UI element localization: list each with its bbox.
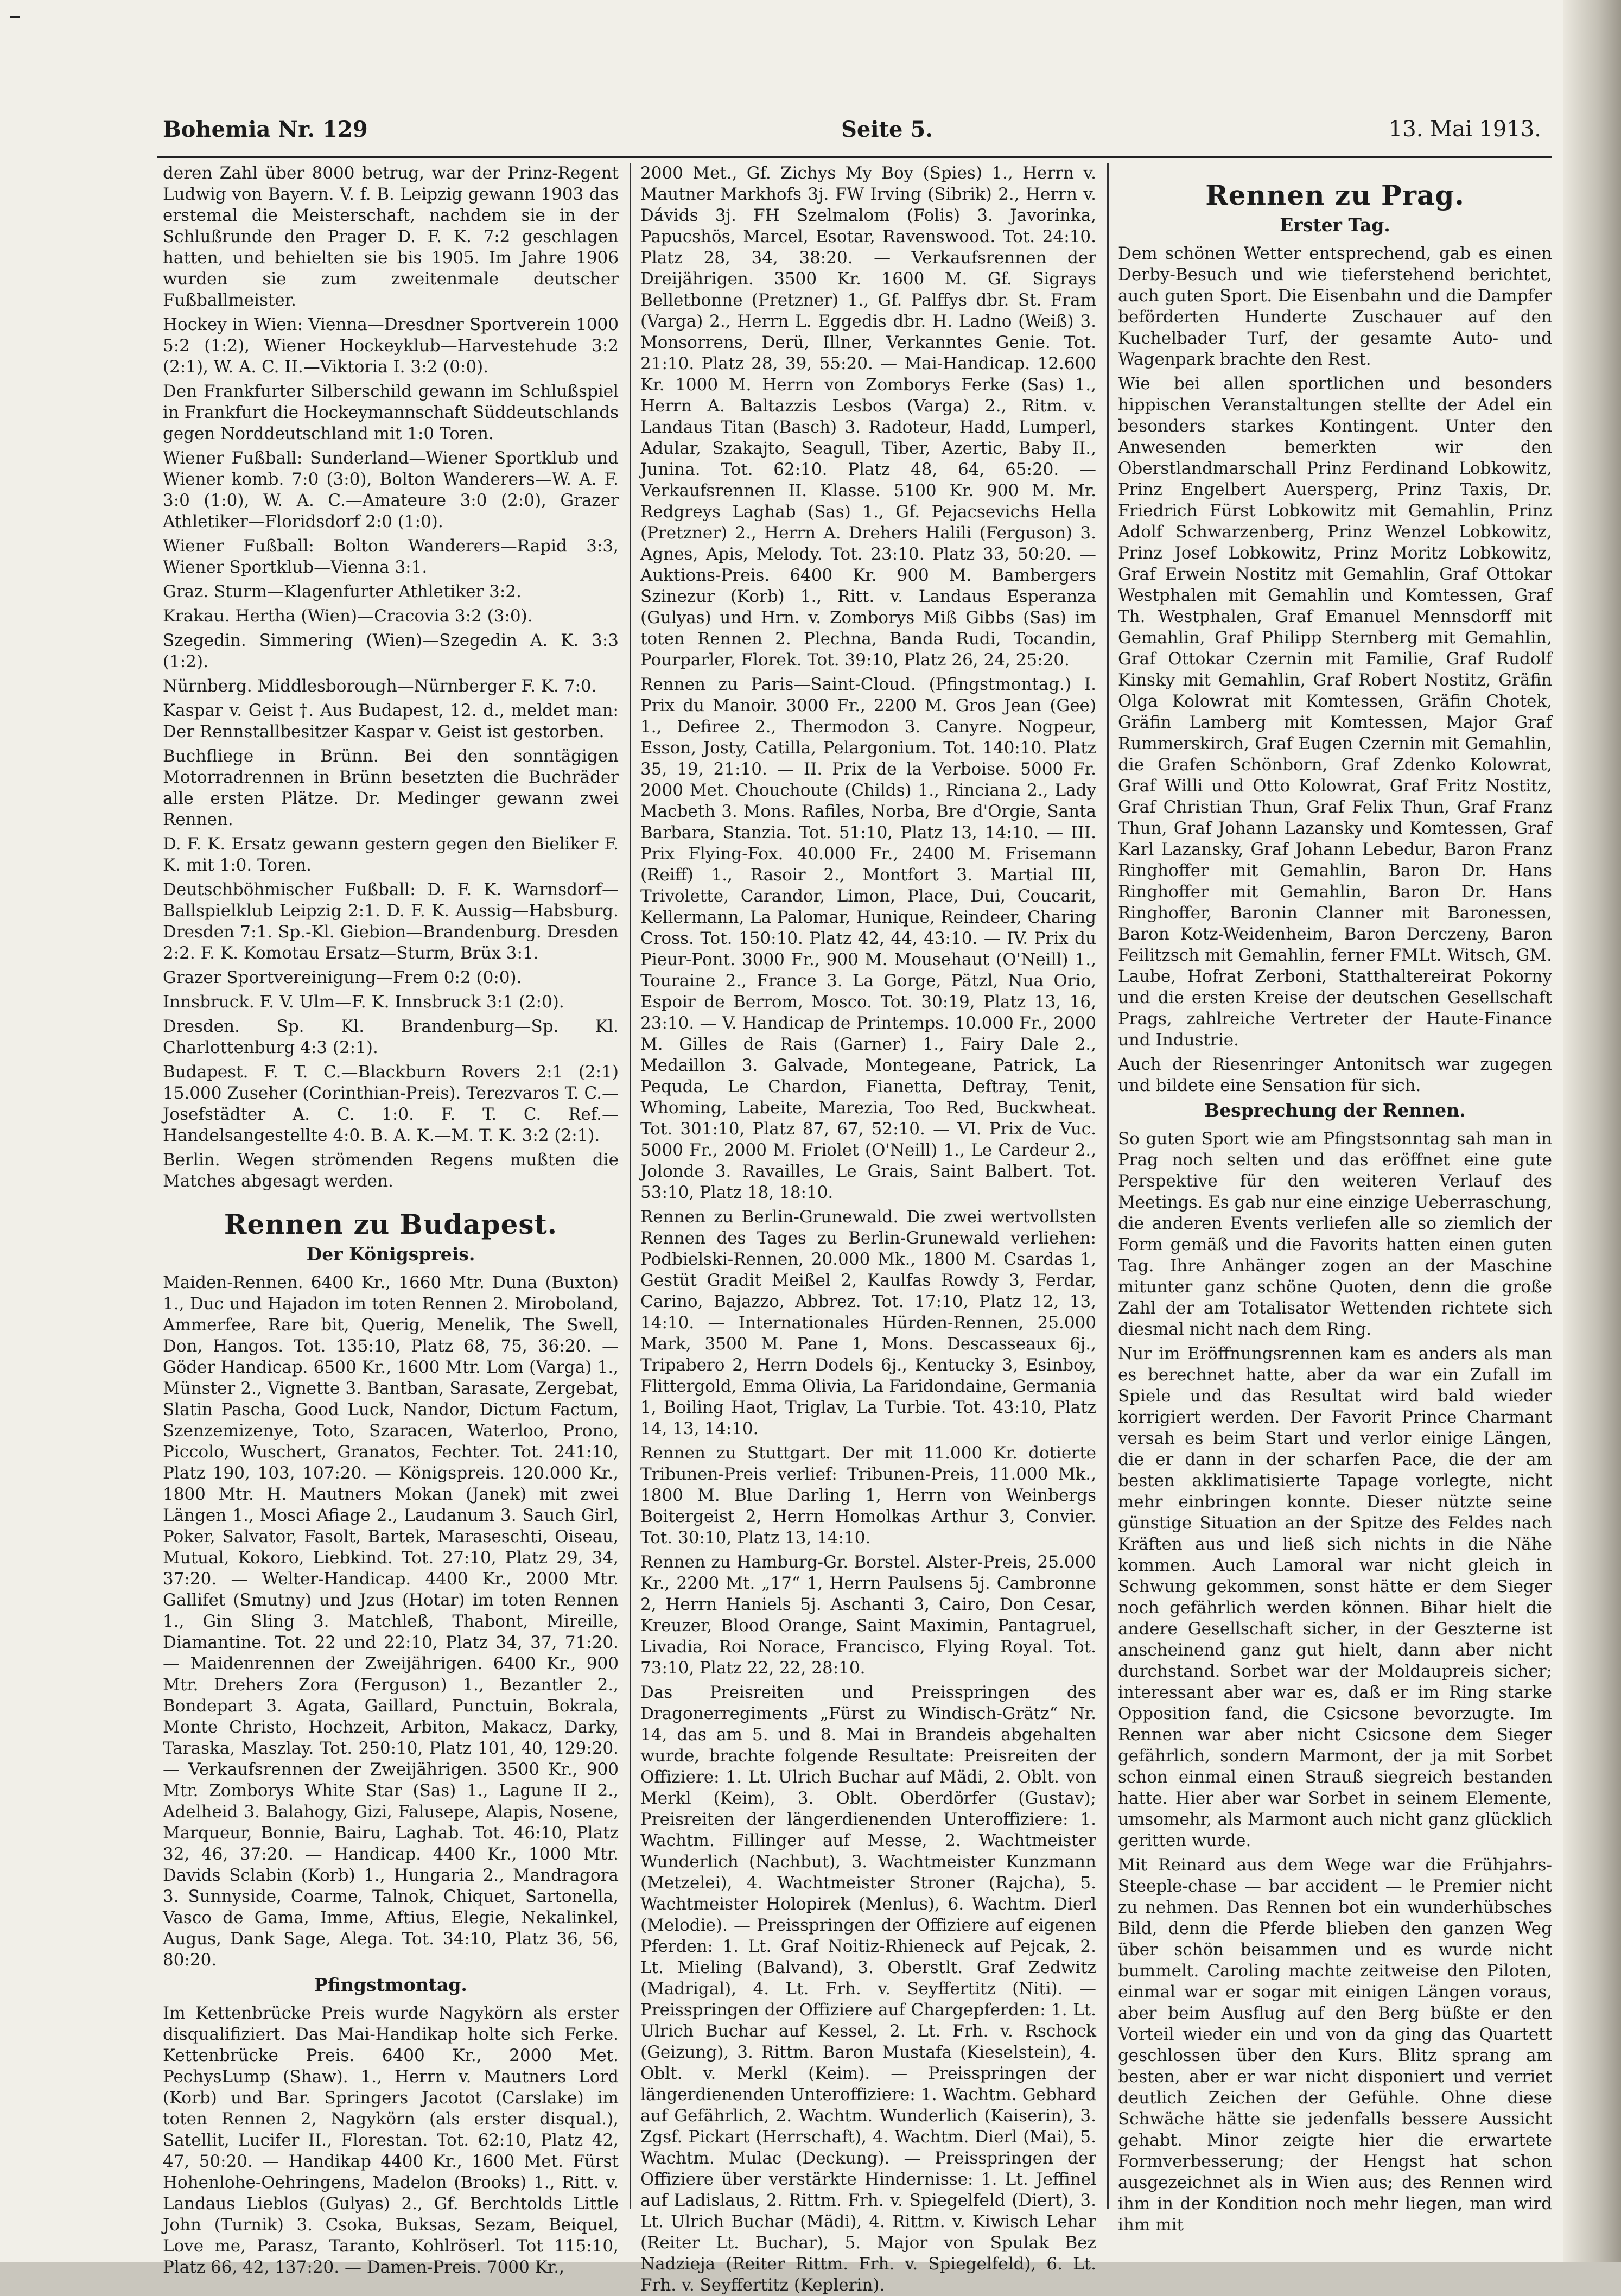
sports-item: Graz. Sturm—Klagenfurter Athletiker 3:2. <box>163 582 522 601</box>
margin-mark <box>10 16 20 18</box>
sports-item: D. F. K. Ersatz gewann gestern gegen den Bieliker F. K. mit 1:0. Toren. <box>163 834 619 875</box>
race-results: 2000 Met., Gf. Zichys My Boy (Spies) 1., Herrn v. Mautner Markhofs 3j. FW Irving (Sibrik) 2., Herrn v. Dávids 3j. FH Szelmalom (Folis) 3. Javorinka, Papucshös, Marcel, Esotar, Ravenswood. Tot. 24:10. Platz 28, 34, 38:20. — Verkaufsrennen der Dreijährigen. 3500 Kr. 1600 M. Gf. Sigrays Belletbonne (Pretzner) 1., Gf. Palffys dbr. St. Fram (Varga) 2., Herrn L. Eggedis dbr. H. Ladno (Weiß) 3. Monsorrens, Derü, Illner, Verkanntes Genie. Tot. 21:10. Platz 28, 39, 55:20. — Mai-Handicap. 12.600 Kr. 1000 M. Herrn von Zomborys Ferke (Sas) 1., Herrn A. Baltazzis Lesbos (Varga) 2., Ritm. v. Landaus Titan (Basch) 3. Radoteur, Hadd, Lumperl, Adular, Szakajto, Seagull, Tiber, Azertic, Baby II., Junina. Tot. 62:10. Platz 48, 64, 65:20. — Verkaufsrennen II. Klasse. 5100 Kr. 900 M. Mr. Redgreys Laghab (Sas) 1., Gf. Pejacsevichs Hella (Pretzner) 2., Herrn A. Drehers Halili (Ferguson) 3. Agnes, Apis, Melody. Tot. 23:10. Platz 33, 50:20. — Auktions-Preis. 6400 Kr. 900 M. Bambergers Szinezur (Korb) 1., Ritt. v. Landaus Esperanza (Gulyas) und Hrn. v. Zomborys Miß Gibbs (Sas) im toten Rennen 2. Plechna, Banda Rudi, Tocandin, Pourparler, Florek. Tot. 39:10, Platz 26, 24, 25:20. <box>640 163 1096 670</box>
column-divider <box>1107 163 1109 2209</box>
section-subtitle: Der Königspreis. <box>306 1244 475 1265</box>
header-date: 13. Mai 1913. <box>1388 117 1541 142</box>
column-divider <box>630 163 631 2209</box>
race-results: Rennen zu Stuttgart. Der mit 11.000 Kr. dotierte Tribunen-Preis verlief: Tribunen-Preis, 11.000 Mk., 1800 M. Blue Darling 1, Herrn von Weinbergs Boitergeist 2, Herrn Homolkas Arthur 3, Convier. Tot. 30:10, Platz 13, 14:10. <box>640 1443 1096 1547</box>
article-paragraph: Mit Reinard aus dem Wege war die Frühjahrs-Steeple-chase — bar accident — le Premier nicht zu nehmen. Das Rennen bot ein wunderhübsches Bild, denn die Pferde blieben den ganzen Weg über schön beisammen und es wurde nicht bummelt. Caroling machte zeitweise den Piloten, einmal war er sogar mit einigen Längen voraus, aber beim Ausflug auf den Berg büßte er den Vorteil wieder ein und von da ging das Quartett geschlossen über den Kurs. Blitz sprang am besten, aber er war nicht disponiert und verriet deutlich Zeichen der Gefühle. Ohne diese Schwäche hätte sie jedenfalls bessere Aussicht gehabt. Minor zeigte hier die erwartete Formverbesserung; der Hengst hat schon ausgezeichnet als in Wien aus; des Rennen wird ihm in der Kondition noch mehr liegen, man wird ihm mit <box>1118 1855 1552 2235</box>
article-paragraph: Dem schönen Wetter entsprechend, gab es einen Derby-Besuch und wie tieferstehend berichtet, auch guten Sport. Die Eisenbahn und die Dampfer beförderten Hunderte Zuschauer auf den Kuchelbader Turf, der gesamte Auto- und Wagenpark brachte den Rest. <box>1118 244 1552 369</box>
sports-item: Grazer Sportvereinigung—Frem 0:2 (0:0). <box>163 968 522 987</box>
sports-item: Krakau. Hertha (Wien)—Cracovia 3:2 (3:0). <box>163 606 533 626</box>
race-results: Maiden-Rennen. 6400 Kr., 1660 Mtr. Duna (Buxton) 1., Duc und Hajadon im toten Rennen 2. Miroboland, Ammerfee, Rare bit, Querig, Menelik, The Swell, Don, Hangos. Tot. 135:10, Platz 68, 75, 36:20. — Göder Handicap. 6500 Kr., 1600 Mtr. Lom (Varga) 1., Münster 2., Vignette 3. Bantban, Sarasate, Zergebat, Slatin Pascha, Good Luck, Nandor, Dictum Factum, Szenzemizenye, Toto, Szaracen, Waterloo, Prono, Piccolo, Wuschert, Granatos, Fechter. Tot. 241:10, Platz 190, 103, 107:20. — Königspreis. 120.000 Kr., 1800 Mtr. H. Mautners Mokan (Janek) mit zwei Längen 1., Mosci Afiage 2., Laudanum 3. Sauch Girl, Poker, Salvator, Fasolt, Bartek, Maraseschti, Oiseau, Mutual, Kokoro, Liebkind. Tot. 27:10, Platz 29, 34, 37:20. — Welter-Handicap. 4400 Kr., 2000 Mtr. Gallifet (Smutny) und Jzus (Hotar) im toten Rennen 1., Gin Sling 3. Matchleß, Thabont, Mireille, Diamantine. Tot. 22 und 22:10, Platz 34, 37, 71:20. — Maidenrennen der Zweijährigen. 6400 Kr., 900 Mtr. Drehers Zora (Ferguson) 1., Bezantler 2., Bondepart 3. Agata, Gaillard, Punctuin, Bokrala, Monte Christo, Hochzeit, Arbiton, Makacz, Darky, Taraska, Maszlay. Tot. 250:10, Platz 101, 40, 129:20. — Verkaufsrennen der Zweijährigen. 3500 Kr., 900 Mtr. Zomborys White Star (Sas) 1., Lagune II 2., Adelheid 3. Balahogy, Gizi, Falusepe, Alapis, Nosene, Marqueur, Bonnie, Bairu, Laghab. Tot. 46:10, Platz 32, 46, 37:20. — Handicap. 4400 Kr., 1000 Mtr. Davids Sclabin (Korb) 1., Hungaria 2., Mandragora 3. Sunnyside, Coarme, Talnok, Chiquet, Sartonella, Vasco de Gama, Imme, Aftius, Elegie, Nekalinkel, Augus, Dank Sage, Alega. Tot. 34:10, Platz 36, 56, 80:20. <box>163 1273 619 1970</box>
binding-edge <box>1563 0 1621 2262</box>
sports-item: Nürnberg. Middlesborough—Nürnberger F. K. 7:0. <box>163 676 597 696</box>
section-title-budapest: Rennen zu Budapest. <box>224 1208 558 1240</box>
column-middle <box>640 163 1096 2295</box>
sports-item: Kaspar v. Geist †. Aus Budapest, 12. d., meldet man: Der Rennstallbesitzer Kaspar v. Geist ist gestorben. <box>163 701 619 741</box>
sports-item: Berlin. Wegen strömenden Regens mußten die Matches abgesagt werden. <box>163 1150 619 1191</box>
header-issue: Bohemia Nr. 129 <box>163 117 368 142</box>
page-header <box>163 117 1558 155</box>
sports-item: Budapest. F. T. C.—Blackburn Rovers 2:1 (2:1) 15.000 Zuseher (Corinthian-Preis). Terezvaros T. C.—Josefstädter A. C. 1:0. F. T. C. Ref.—Handelsangestellte 4:0. B. A. K.—M. T. K. 3:2 (2:1). <box>163 1062 619 1145</box>
sports-item: Deutschböhmischer Fußball: D. F. K. Warnsdorf—Ballspielklub Leipzig 2:1. D. F. K. Aussig—Habsburg. Dresden 7:1. Sp.-Kl. Giebion—Brandenburg. Dresden 2:2. F. K. Komotau Ersatz—Sturm, Brüx 3:1. <box>163 880 619 963</box>
sports-item: Szegedin. Simmering (Wien)—Szegedin A. K. 3:3 (1:2). <box>163 631 619 671</box>
article-paragraph: Wie bei allen sportlichen und besonders hippischen Veranstaltungen stellte der Adel ein besonders starkes Kontingent. Unter den Anwesenden bemerkten wir den Oberstlandmarschall Prinz Ferdinand Lobkowitz, Prinz Engelbert Auersperg, Prinz Taxis, Dr. Friedrich Fürst Lobkowitz mit Gemahlin, Prinz Adolf Schwarzenberg, Prinz Wenzel Lobkowitz, Prinz Josef Lobkowitz, Prinz Moritz Lobkowitz, Graf Erwein Nostitz mit Gemahlin, Graf Ottokar Westphalen mit Gemahlin und Komtessen, Graf Th. Westphalen, Graf Emanuel Mennsdorff mit Gemahlin, Graf Philipp Sternberg mit Gemahlin, Graf Ottokar Czernin mit Familie, Graf Rudolf Kinsky mit Gemahlin, Graf Robert Nostitz, Gräfin Olga Kolowrat mit Komtessen, Gräfin Chotek, Gräfin Lamberg mit Komtessen, Major Graf Rummerskirch, Graf Eugen Czernin mit Gemahlin, die Grafen Schönborn, Graf Zdenko Kolowrat, Graf Willi und Otto Kolowrat, Graf Fritz Nostitz, Graf Christian Thun, Graf Felix Thun, Graf Franz Thun, Graf Johann Lazansky und Komtessen, Graf Karl Lazansky, Graf Johann Lebedur, Baron Franz Ringhoffer mit Gemahlin, Baron Dr. Hans Ringhoffer mit Gemahlin, Baron Dr. Hans Ringhoffer, Baronin Clanner mit Baronessen, Baron Kotz-Weidenheim, Baron Derczeny, Baron Feilitzsch mit Gemahlin, ferner FMLt. Witsch, GM. Laube, Hofrat Zerboni, Statthaltereirat Pokorny und die ersten Kreise der deutschen Gesellschaft Prags, zahlreiche Vertreter der Haute-Finance und Industrie. <box>1118 374 1552 1050</box>
race-results: Im Kettenbrücke Preis wurde Nagykörn als erster disqualifiziert. Das Mai-Handikap holte sich Ferke. Kettenbrücke Preis. 6400 Kr., 2000 Met. PechysLump (Shaw). 1., Herrn v. Mautners Lord (Korb) und Bar. Springers Jacotot (Carslake) im toten Rennen 2, Nagykörn (als erster disqual.), Satellit, Lucifer II., Florestan. Tot. 62:10, Platz 42, 47, 50:20. — Handikap 4400 Kr., 1600 Met. Fürst Hohenlohe-Oehringens, Madelon (Brooks) 1., Ritt. v. Landaus Lieblos (Gulyas) 2., Gf. Berchtolds Little John (Turnik) 3. Csoka, Buksas, Sezam, Beiquel, Love me, Parasz, Taranto, Kohlröserl. Tot 115:10, Platz 66, 42, 137:20. — Damen-Preis. 7000 Kr., <box>163 2003 619 2277</box>
section-subtitle: Besprechung der Rennen. <box>1204 1100 1466 1121</box>
sports-item: Den Frankfurter Silberschild gewann im Schlußspiel in Frankfurt die Hockeymannschaft Süddeutschlands gegen Norddeutschland mit 1:0 Toren. <box>163 382 619 443</box>
article-paragraph: Auch der Riesenringer Antonitsch war zugegen und bildete eine Sensation für sich. <box>1118 1055 1552 1095</box>
header-rule <box>157 156 1552 158</box>
sports-item: Wiener Fußball: Sunderland—Wiener Sportklub und Wiener komb. 7:0 (3:0), Bolton Wanderers—W. A. F. 3:0 (1:0), W. A. C.—Amateure 3:0 (2:0), Grazer Athletiker—Floridsdorf 2:0 (1:0). <box>163 448 619 531</box>
sports-item: Wiener Fußball: Bolton Wanderers—Rapid 3:3, Wiener Sportklub—Vienna 3:1. <box>163 536 619 577</box>
race-results: Rennen zu Paris—Saint-Cloud. (Pfingstmontag.) I. Prix du Manoir. 3000 Fr., 2200 M. Gros Jean (Gee) 1., Defiree 2., Thermodon 3. Canyre. Nogpeur, Esson, Josty, Catilla, Pelargonium. Tot. 140:10. Platz 35, 19, 21:10. — II. Prix de la Verboise. 5000 Fr. 2000 Met. Chouchoute (Childs) 1., Rinciana 2., Lady Macbeth 3. Mons. Rafiles, Norba, Bre d'Orgie, Santa Barbara, Stanzia. Tot. 51:10, Platz 13, 14:10. — III. Prix Flying-Fox. 40.000 Fr., 2400 M. Frisemann (Reiff) 1., Rasoir 2., Montfort 3. Martial III, Trivolette, Carandor, Limon, Place, Dui, Coucarit, Kellermann, La Palomar, Hunique, Reindeer, Charing Cross. Tot. 150:10. Platz 42, 44, 43:10. — IV. Prix du Pieur-Pont. 3000 Fr., 900 M. Mousehaut (O'Neill) 1., Touraine 2., France 3. La Gorge, Pätzl, Nua Orio, Espoir de Berrom, Mosco. Tot. 30:19, Platz 13, 16, 23:10. — V. Handicap de Printemps. 10.000 Fr., 2000 M. Gilles de Rais (Garner) 1., Fairy Dale 2., Medaillon 3. Galvade, Montegeane, Patrick, La Pequda, Le Chardon, Fianetta, Deftray, Tenit, Whoming, Labeite, Marezia, Too Red, Buckwheat. Tot. 301:10, Platz 87, 67, 52:10. — VI. Prix de Vuc. 5000 Fr., 2000 M. Friolet (O'Neill) 1., Le Cardeur 2., Jolonde 3. Ravailles, Le Grais, Saint Balbert. Tot. 53:10, Platz 18, 18:10. <box>640 675 1096 1202</box>
race-results: Rennen zu Berlin-Grunewald. Die zwei wertvollsten Rennen des Tages zu Berlin-Grunewald verliehen: Podbielski-Rennen, 20.000 Mk., 1800 M. Csardas 1, Gestüt Gradit Meißel 2, Kaulfas Rowdy 3, Ferdar, Carino, Bajazzo, Abbrez. Tot. 17:10, Platz 12, 13, 14:10. — Internationales Hürden-Rennen, 25.000 Mark, 3500 M. Pane 1, Mons. Descasseaux 6j., Tripabero 2, Herrn Dodels 6j., Kentucky 3, Esinboy, Flittergold, Emma Olivia, La Faridondaine, Germania 1, Boiling Haot, Triglav, La Turbie. Tot. 43:10, Platz 14, 13, 14:10. <box>640 1207 1096 1438</box>
header-page-number: Seite 5. <box>841 117 933 142</box>
sports-item: Dresden. Sp. Kl. Brandenburg—Sp. Kl. Charlottenburg 4:3 (2:1). <box>163 1017 619 1057</box>
section-subtitle: Erster Tag. <box>1280 214 1390 236</box>
article-paragraph: So guten Sport wie am Pfingstsonntag sah man in Prag noch selten und das eröffnet eine gute Perspektive für den weiteren Verlauf des Meetings. Es gab nur eine einzige Ueberraschung, die anderen Events verliefen alle so ziemlich der Form gemäß und die Favorits hatten einen guten Tag. Ihre Anhänger zogen an der Maschine mitunter ganz schöne Quoten, denn die große Zahl der am Totalisator Wettenden richtete sich diesmal nicht nach dem Ring. <box>1118 1129 1552 1339</box>
article-paragraph: Nur im Eröffnungsrennen kam es anders als man es berechnet hatte, aber da war ein Zufall im Spiele und das Resultat wird bald wieder korrigiert werden. Der Favorit Prince Charmant versah es beim Start und verlor einige Längen, die er dann in der scharfen Pace, die der am besten akklimatisierte Tapage vorlegte, nicht mehr einbringen konnte. Dieser nützte seine günstige Situation an der Spitze des Feldes nach Kräften aus und ließ sich nichts in die Nähe kommen. Auch Lamoral war nicht gleich in Schwung gekommen, sonst hätte er dem Sieger noch gefährlich werden können. Bihar hielt die andere Gesellschaft sicher, in der Geszterne ist anscheinend ganz gut hielt, dann aber nicht durchstand. Sorbet war der Moldaupreis sicher; interessant aber war es, daß er im Ring starke Opposition fand, die Csicsone bevorzugte. Im Rennen war aber nicht Csicsone dem Sieger gefährlich, sondern Marmont, der ja mit Sorbet schon einmal einen Strauß siegreich bestanden hatte. Hier aber war Sorbet in seinem Elemente, umsomehr, als Marmont auch nicht ganz glücklich geritten wurde. <box>1118 1344 1552 1850</box>
race-results: Das Preisreiten und Preisspringen des Dragonerregiments „Fürst zu Windisch-Grätz“ Nr. 14, das am 5. und 8. Mai in Brandeis abgehalten wurde, brachte folgende Resultate: Preisreiten der Offiziere: 1. Lt. Ulrich Buchar auf Mädi, 2. Oblt. von Merkl (Keim), 3. Oblt. Oberdörfer (Gustav); Preisreiten der längerdienenden Unteroffiziere: 1. Wachtm. Fillinger auf Messe, 2. Wachtmeister Wunderlich (Nachbut), 3. Wachtmeister Kunzmann (Metzelei), 4. Wachtmeister Stroner (Rajcha), 5. Wachtmeister Holopirek (Menlus), 6. Wachtm. Dierl (Melodie). — Preisspringen der Offiziere auf eigenen Pferden: 1. Lt. Graf Noitiz-Rhieneck auf Pejcak, 2. Lt. Mieling (Balvand), 3. Oberstlt. Graf Zedwitz (Madrigal), 4. Lt. Frh. v. Seyffertitz (Niti). — Preisspringen der Offiziere auf Chargepferden: 1. Lt. Ulrich Buchar auf Kessel, 2. Lt. Frh. v. Rschock (Geizung), 3. Rittm. Baron Mustafa (Kieselstein), 4. Oblt. v. Merkl (Keim). — Preisspringen der längerdienenden Unteroffiziere: 1. Wachtm. Gebhard auf Gefährlich, 2. Wachtm. Wunderlich (Kaiserin), 3. Zgsf. Pickart (Herrschaft), 4. Wachtm. Dierl (Mai), 5. Wachtm. Mulac (Deckung). — Preisspringen der Offiziere über verstärkte Hindernisse: 1. Lt. Jeffinel auf Ladislaus, 2. Rittm. Frh. v. Spiegelfeld (Diert), 3. Lt. Ulrich Buchar (Mädi), 4. Rittm. v. Kiwisch Lehar (Reiter Lt. Buchar), 5. Major von Spulak Bez Nadzieja (Reiter Rittm. Frh. v. Spiegelfeld), 6. Lt. Frh. v. Seyffertitz (Keplerin). <box>640 1683 1096 2295</box>
column-right <box>1118 163 1552 2235</box>
sports-item: Buchfliege in Brünn. Bei den sonntägigen Motorradrennen in Brünn besetzten die Buchräder alle ersten Plätze. Dr. Medinger gewann zwei Rennen. <box>163 746 619 829</box>
column-left <box>163 163 619 2277</box>
section-subtitle: Pfingstmontag. <box>314 1974 467 1995</box>
article-paragraph: deren Zahl über 8000 betrug, war der Prinz-Regent Ludwig von Bayern. V. f. B. Leipzig gewann 1903 das erstemal die Meisterschaft, nachdem sie in der Schlußrunde den Prager D. F. K. 7:2 geschlagen hatten, und behielten sie bis 1905. Im Jahre 1906 wurden sie zum zweitenmale deutscher Fußballmeister. <box>163 163 619 310</box>
sports-item: Hockey in Wien: Vienna—Dresdner Sportverein 1000 5:2 (1:2), Wiener Hockeyklub—Harvestehude 3:2 (2:1), W. A. C. II.—Viktoria I. 3:2 (0:0). <box>163 315 619 377</box>
sports-item: Innsbruck. F. V. Ulm—F. K. Innsbruck 3:1 (2:0). <box>163 992 564 1012</box>
section-title-prague: Rennen zu Prag. <box>1205 179 1465 211</box>
race-results: Rennen zu Hamburg-Gr. Borstel. Alster-Preis, 25.000 Kr., 2200 Mt. „17“ 1, Herrn Paulsens 5j. Cambronne 2, Herrn Haniels 5j. Aschanti 3, Cairo, Don Cesar, Kreuzer, Blood Orange, Saint Maximin, Pantagruel, Livadia, Roi Norace, Francisco, Flying Royal. Tot. 73:10, Platz 22, 22, 28:10. <box>640 1552 1096 1678</box>
